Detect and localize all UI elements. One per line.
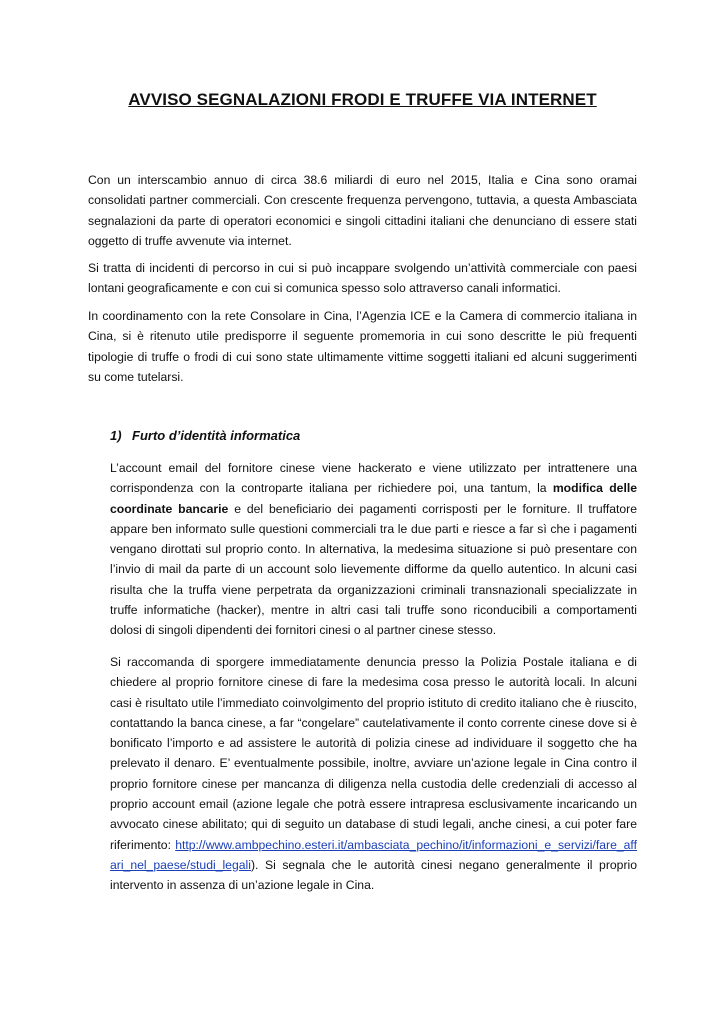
section-1-heading (110, 428, 300, 443)
bank-coordinates-emphasis: modifica delle coordinate bancarie (110, 481, 637, 516)
section-1-p1-text-after: e del beneficiario dei pagamenti corrisposti per le forniture. Il truffatore appare ben informato sulle questioni commerciali tra le due parti e riesce a far sì che i pagamenti vengano dirottati sul proprio conto. In alternativa, la medesima situazione si può presentare con l’invio di mail da parte di un account solo lievemente difforme da quello autentico. In alcuni casi risulta che la truffa viene perpetrata da organizzazioni criminali transnazionali specializzate in truffe informatiche (hacker), mentre in altri casi tali truffe sono riconducibili a comportamenti dolosi di singoli dipendenti dei fornitori cinesi o al partner cinese stesso. (110, 501, 637, 638)
section-1-p2-text-after: ). Si segnala che le autorità cinesi negano generalmente il proprio intervento in assenza di un’azione legale in Cina. (110, 857, 637, 893)
intro-paragraph-2: Si tratta di incidenti di percorso in cui si può incappare svolgendo un’attività commerciale con paesi lontani geograficamente e con cui si comunica spesso solo attraverso canali informatici. (88, 261, 637, 296)
section-1-p1-text-before: L’account email del fornitore cinese viene hackerato e viene utilizzato per intrattenere una corrispondenza con la controparte italiana per richiedere poi, una tantum, la (110, 461, 637, 496)
section-1-title: Furto d’identità informatica (132, 428, 301, 443)
section-1-p2-text-before: Si raccomanda di sporgere immediatamente denuncia presso la Polizia Postale italiana e di chiedere al proprio fornitore cinese di fare la medesima cosa presso le autorità locali. In alcuni casi è risultato utile l’immediato coinvolgimento del proprio istituto di credito italiano che è riuscito, contattando la banca cinese, a far “congelare” cautelativamente il conto corrente cinese dove si è bonificato l’importo e ad assistere le autorità di polizia cinese ad individuare il soggetto che ha prelevato il denaro. E’ eventualmente possibile, inoltre, avviare un’azione legale in Cina contro il proprio fornitore cinese per mancanza di diligenza nella custodia delle credenziali di accesso al proprio account email (azione legale che potrà essere intrapresa esclusivamente incaricando un avvocato cinese abilitato; qui di seguito un database di studi legali, anche cinesi, a cui poter fare riferimento: (110, 655, 637, 852)
section-1-number: 1) (110, 428, 122, 443)
document-title: AVVISO SEGNALAZIONI FRODI E TRUFFE VIA INTERNET (128, 90, 597, 109)
intro-paragraph-3: In coordinamento con la rete Consolare in Cina, l’Agenzia ICE e la Camera di commercio italiana in Cina, si è ritenuto utile predisporre il seguente promemoria in cui sono descritte le più frequenti tipologie di truffe o frodi di cui sono state ultimamente vittime soggetti italiani ed alcuni suggerimenti su come tutelarsi. (88, 309, 637, 384)
intro-paragraph-1: Con un interscambio annuo di circa 38.6 miliardi di euro nel 2015, Italia e Cina sono oramai consolidati partner commerciali. Con crescente frequenza pervengono, tuttavia, a questa Ambasciata segnalazioni da parte di operatori economici e singoli cittadini italiani che denunciano di essere stati oggetto di truffe avvenute via internet. (88, 173, 637, 248)
law-firms-database-link[interactable]: http://www.ambpechino.esteri.it/ambasciata_pechino/it/informazioni_e_servizi/fare_affari_nel_paese/studi_legali (110, 837, 637, 872)
section-1-paragraph-1 (110, 458, 637, 641)
section-1-paragraph-2 (110, 652, 637, 896)
